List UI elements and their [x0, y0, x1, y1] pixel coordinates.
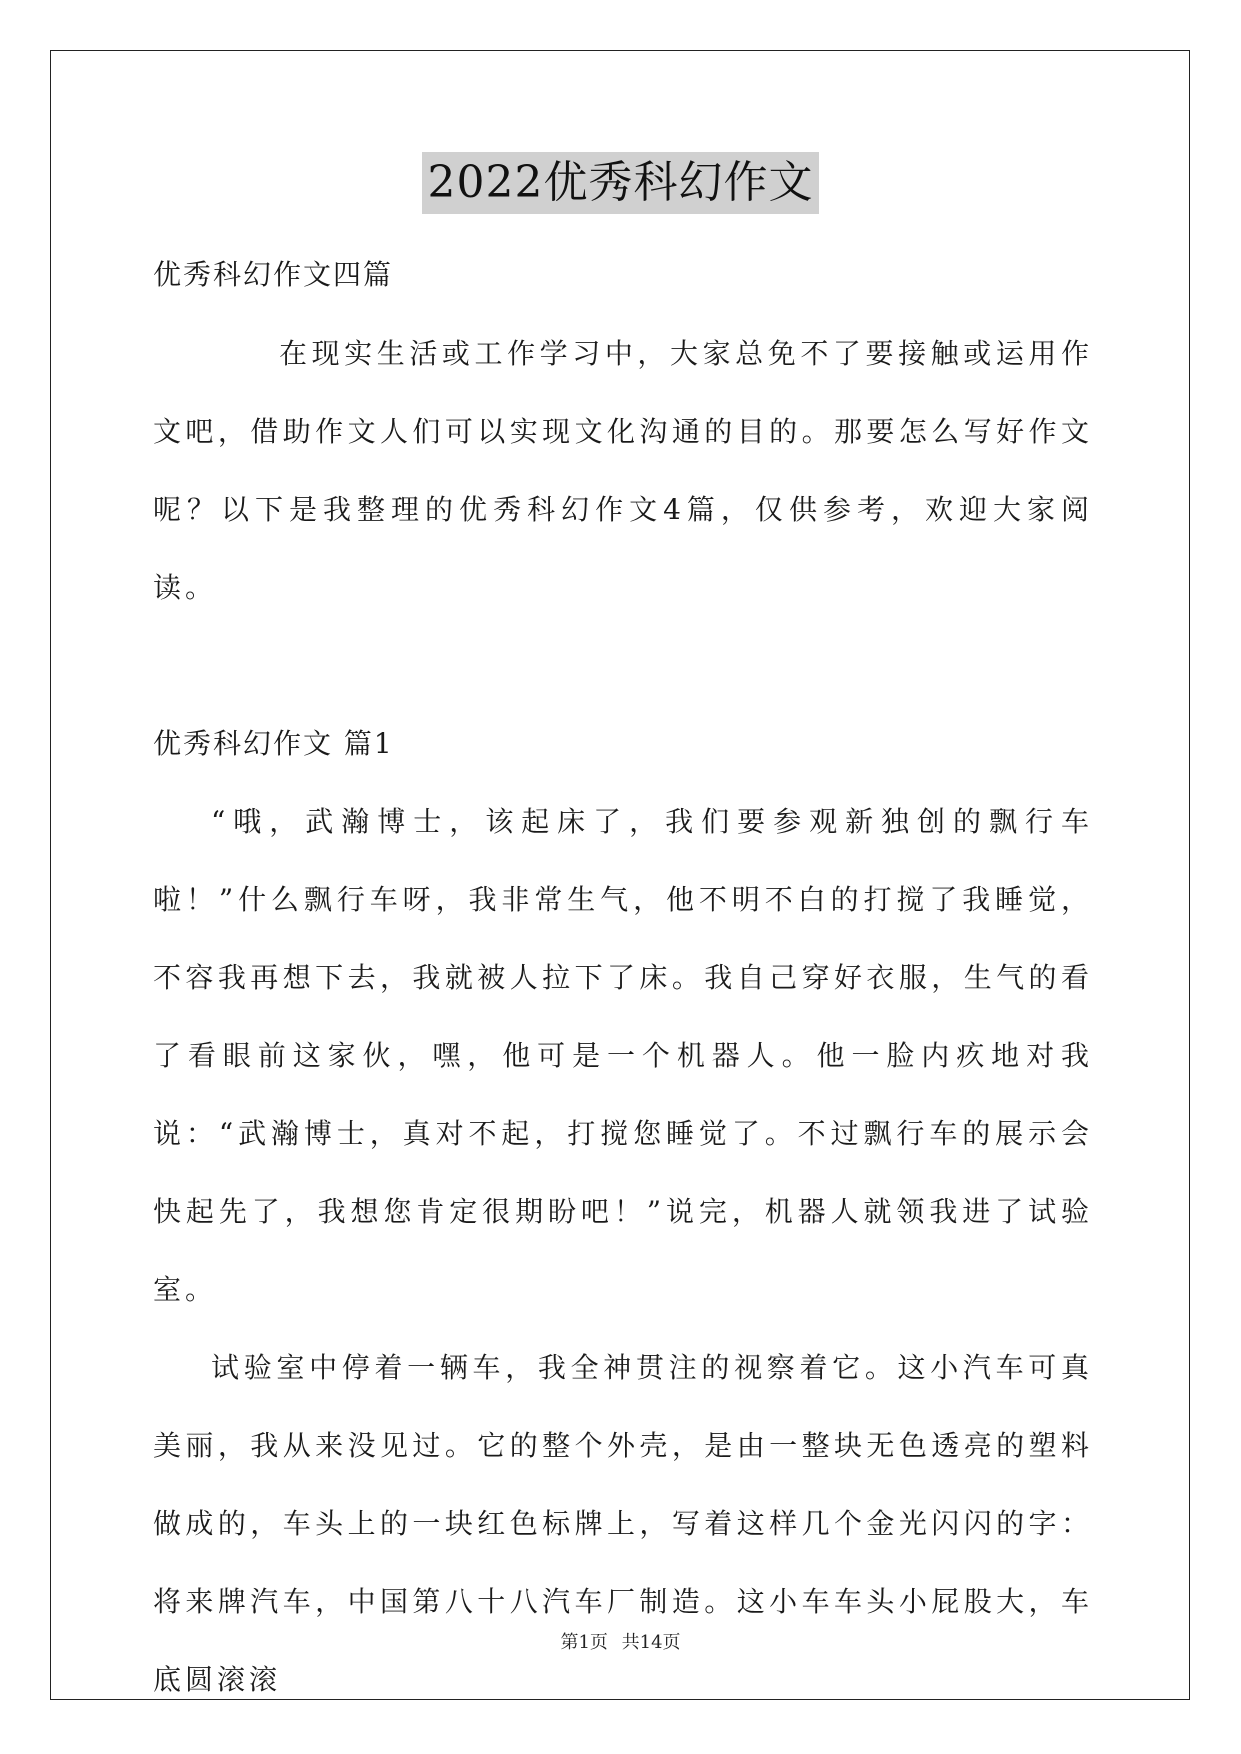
body-paragraph-1: “哦，武瀚博士，该起床了，我们要参观新独创的飘行车啦！”什么飘行车呀，我非常生气，他不明不白的打搅了我睡觉，不容我再想下去，我就被人拉下了床。我自己穿好衣服，生气的看了看眼前这家伙，嘿，他可是一个机器人。他一脸内疚地对我说：“武瀚博士，真对不起，打搅您睡觉了。不过飘行车的展示会快起先了，我想您肯定很期盼吧！”说完，机器人就领我进了试验室。 [153, 805, 1093, 1306]
paragraph-gap [153, 627, 1093, 705]
document-title: 2022优秀科幻作文 [422, 152, 820, 214]
document-body [153, 235, 1093, 1719]
intro-paragraph: 在现实生活或工作学习中，大家总免不了要接触或运用作文吧，借助作文人们可以实现文化沟通的目的。那要怎么写好作文呢？以下是我整理的优秀科幻作文4篇，仅供参考，欢迎大家阅读。 [153, 337, 1093, 604]
body-paragraph-2: 试验室中停着一辆车，我全神贯注的视察着它。这小汽车可真美丽，我从来没见过。它的整个外壳，是由一整块无色透亮的塑料做成的，车头上的一块红色标牌上，写着这样几个金光闪闪的字：将来牌汽车，中国第八十八汽车厂制造。这小车车头小屁股大，车底圆滚滚 [153, 1351, 1093, 1696]
section-heading: 优秀科幻作文 篇1 [153, 727, 394, 760]
document-subtitle: 优秀科幻作文四篇 [153, 258, 394, 291]
title-wrap [0, 152, 1241, 214]
page-number: 第1页 [560, 1632, 608, 1653]
page-footer [0, 1628, 1241, 1654]
page-total: 共14页 [621, 1632, 681, 1653]
